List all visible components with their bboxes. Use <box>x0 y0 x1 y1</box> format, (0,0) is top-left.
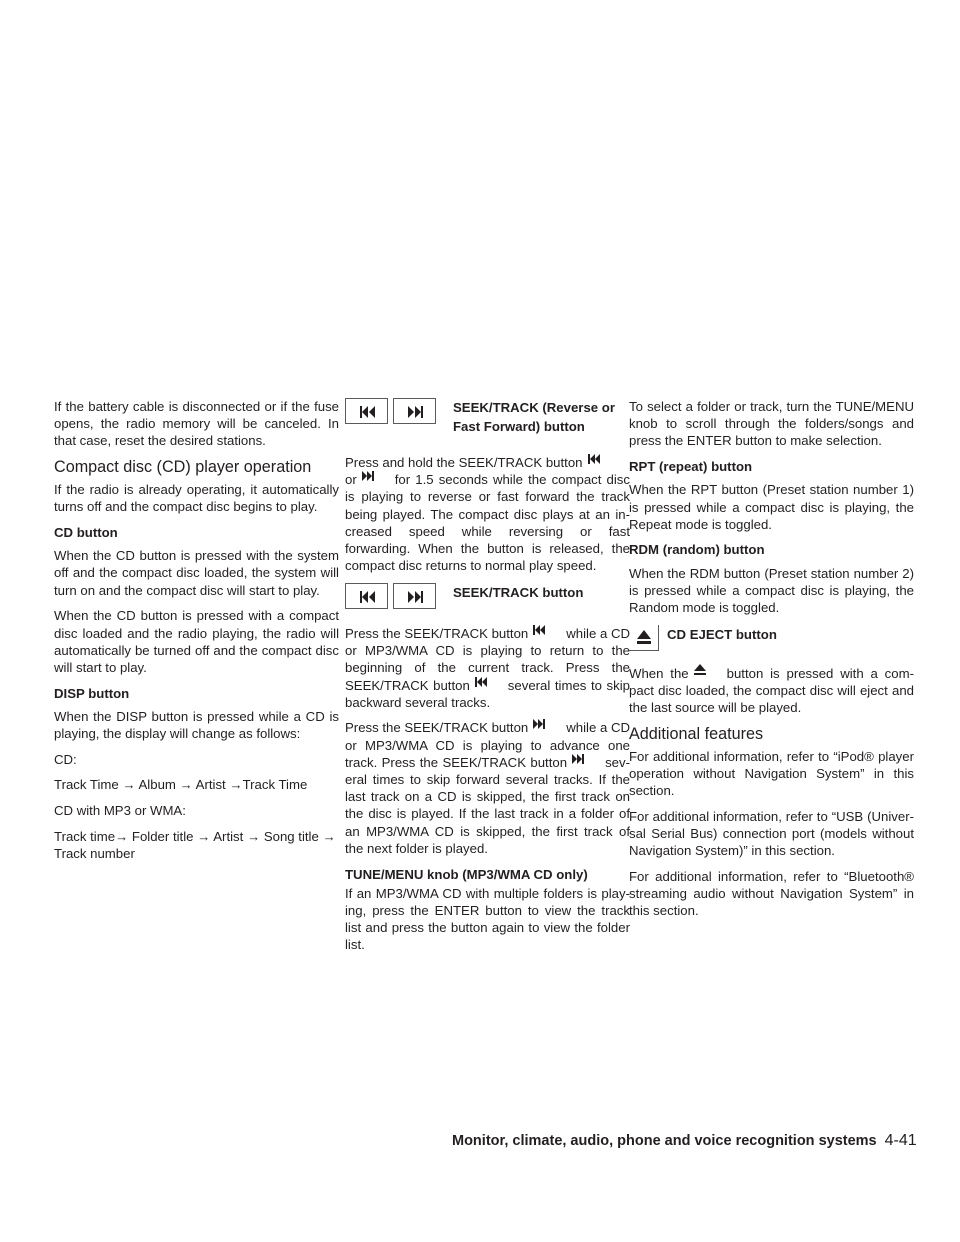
skip-previous-icon <box>345 398 388 424</box>
seek-track-header <box>345 583 630 619</box>
cd-display-sequence: Track Time → Album → Artist →Track Time <box>54 777 308 793</box>
skip-next-icon <box>357 472 395 484</box>
mp3-label: CD with MP3 or WMA: <box>54 803 186 819</box>
seek-title-line-2: Fast Forward) button <box>453 419 585 434</box>
skip-previous-icon <box>345 583 388 609</box>
seek-title-line-1: SEEK/TRACK (Reverse or <box>453 400 615 415</box>
eject-icon <box>689 666 727 678</box>
eject-text-b: button is pressed with a compact disc loaded, the compact disc will eject and the last source will be played. <box>629 665 915 716</box>
seek-track-fast-forward-header <box>345 398 630 448</box>
seek-track-rev-ff-title <box>453 398 615 436</box>
tune-menu-paragraph: If an MP3/WMA CD with multiple folders is playing, press the ENTER button to view the track list and press the button again to view the folder list. <box>345 885 630 953</box>
seek-track-title: SEEK/TRACK button <box>453 584 584 600</box>
fwd-text-b: while a CD or MP3/WMA CD is playing to advance one track. Press the SEEK/TRACK button <box>345 720 631 770</box>
page-number: 4-41 <box>884 1132 917 1149</box>
mp3-display-sequence: Track time→ Folder title → Artist → Song title → Track number <box>54 828 336 862</box>
cd-eject-title: CD EJECT button <box>667 626 777 642</box>
eject-text-a: When the <box>629 665 689 681</box>
column-middle <box>345 398 630 962</box>
disp-paragraph: When the DISP button is pressed while a CD is playing, the display will change as follows: <box>54 708 339 742</box>
rdm-heading: RDM (random) button <box>629 542 765 558</box>
eject-paragraph <box>629 665 914 717</box>
hold-text-c: for 1.5 seconds while the compact disc is playing to reverse or fast forward the track being played. The compact disc plays at an increased speed while reversing or fast forwarding. When the button is released, the compact disc returns to normal play speed. <box>345 472 630 574</box>
cd-button-paragraph-1: When the CD button is pressed with the system off and the compact disc loaded, the system will turn on and the compact disc will start to play. <box>54 548 339 598</box>
column-left <box>54 398 339 871</box>
cd-label: CD: <box>54 751 77 767</box>
skip-previous-icon <box>470 678 508 690</box>
rev-text-b: while a CD or MP3/WMA CD is playing to return to the beginning of the current track. Press the SEEK/TRACK button <box>345 625 631 693</box>
seek-forward-paragraph <box>345 719 630 857</box>
seek-reverse-paragraph <box>345 625 630 711</box>
skip-previous-icon <box>583 455 621 467</box>
rpt-paragraph: When the RPT button (Preset station number 1) is pressed while a compact disc is playing, the Repeat mode is toggled. <box>629 482 914 532</box>
hold-seek-paragraph <box>345 454 630 574</box>
skip-next-icon <box>393 583 436 609</box>
disp-button-heading: DISP button <box>54 685 130 701</box>
cd-button-heading: CD button <box>54 525 118 541</box>
intro-paragraph: If the battery cable is disconnected or if the fuse opens, the radio memory will be canceled. In that case, reset the desired stations. <box>54 399 339 449</box>
cd-eject-header <box>629 625 914 659</box>
eject-icon <box>629 625 659 651</box>
fwd-text-c: several times to skip forward several tracks. If the last track on a CD is skipped, the first track on the disc is played. If the last track in a folder of an MP3/WMA CD is skipped, the first track of the next folder is played. <box>345 754 630 856</box>
rev-text-c: several times to skip backward several tracks. <box>345 677 630 710</box>
column-right <box>629 398 914 928</box>
additional-paragraph-bluetooth: For additional information, refer to “Bluetooth® streaming audio without Navigation System” in this section. <box>629 869 914 919</box>
hold-text-b: or <box>345 472 357 488</box>
skip-next-icon <box>393 398 436 424</box>
page-footer <box>452 1132 917 1154</box>
cd-button-paragraph-2: When the CD button is pressed with a compact disc loaded and the radio playing, the radio will automatically be turned off and the compact disc will start to play. <box>54 608 339 675</box>
skip-next-icon <box>528 720 566 732</box>
tune-menu-heading: TUNE/MENU knob (MP3/WMA CD only) <box>345 866 588 882</box>
skip-next-icon <box>567 755 605 767</box>
select-folder-paragraph: To select a folder or track, turn the TUNE/MENU knob to scroll through the folders/songs and press the ENTER button to make selection. <box>629 399 914 449</box>
hold-text-a: Press and hold the SEEK/TRACK button <box>345 455 583 470</box>
cd-intro-paragraph: If the radio is already operating, it automatically turns off and the compact disc begins to play. <box>54 482 339 515</box>
rev-text-a: Press the SEEK/TRACK button <box>345 625 529 641</box>
additional-paragraph-ipod: For additional information, refer to “iPod® player operation without Navigation System” in this section. <box>629 748 914 799</box>
footer-section-title: Monitor, climate, audio, phone and voice recognition systems <box>452 1133 877 1149</box>
additional-features-heading: Additional features <box>629 724 764 743</box>
fwd-text-a: Press the SEEK/TRACK button <box>345 720 529 736</box>
rdm-paragraph: When the RDM button (Preset station number 2) is pressed while a compact disc is playing, the Random mode is toggled. <box>629 565 914 616</box>
rpt-heading: RPT (repeat) button <box>629 459 753 475</box>
skip-previous-icon <box>528 626 566 638</box>
section-heading-cd: Compact disc (CD) player operation <box>54 458 312 477</box>
additional-paragraph-usb: For additional information, refer to “USB (Universal Serial Bus) connection port (models without Navigation System)” in this section. <box>629 808 914 859</box>
